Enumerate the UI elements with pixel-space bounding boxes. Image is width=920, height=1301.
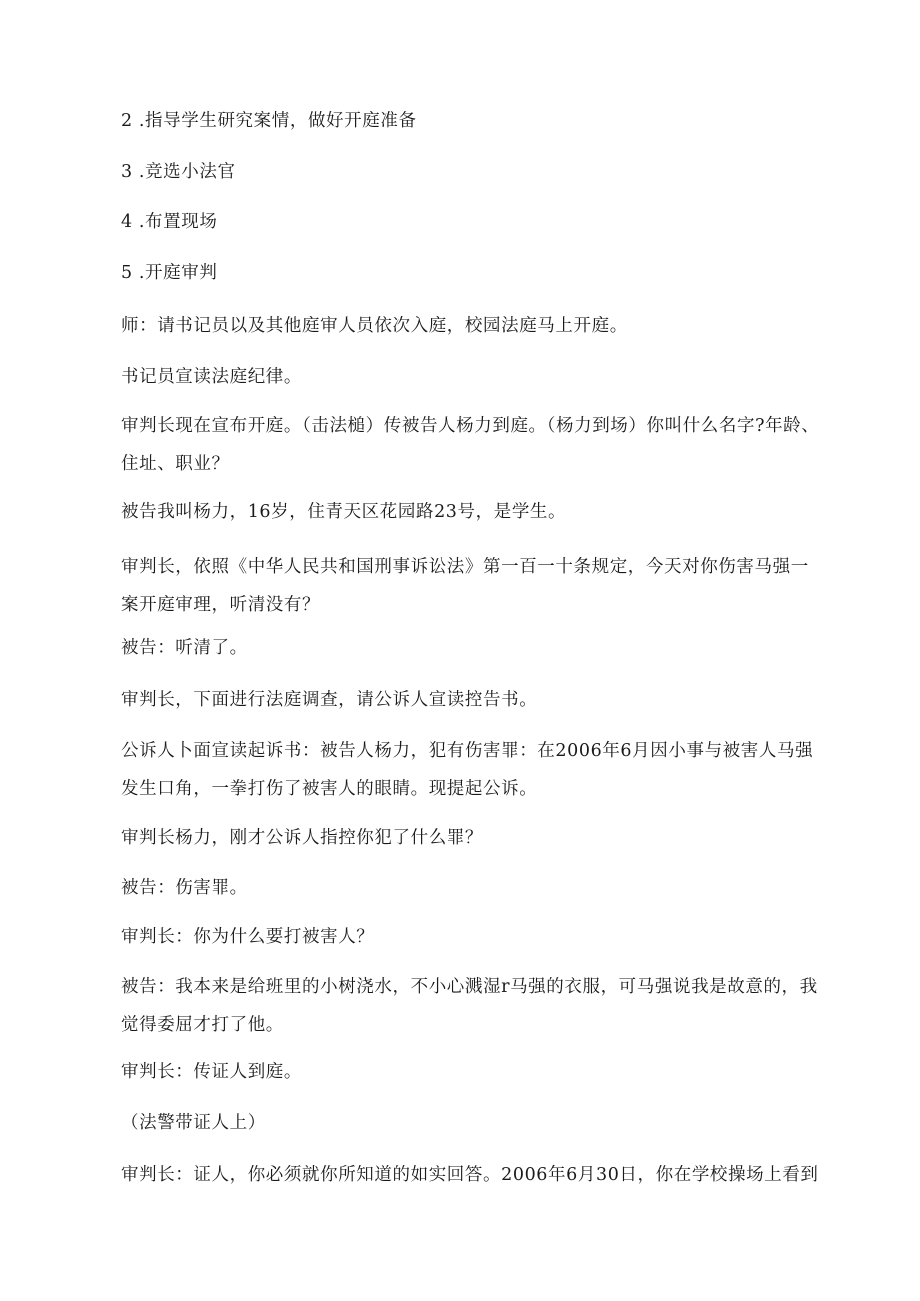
judge-line-law: 审判长，依照《中华人民共和国刑事诉讼法》第一百一十条规定，今天对你伤害马强一案开庭审理，听清没有？ <box>121 557 809 615</box>
judge-line-witness-question: 审判长：证人，你必须就你所知道的如实回答。2006年6月30日，你在学校操场上看到 <box>121 1165 819 1185</box>
defendant-line-crime: 被告：伤害罪。 <box>121 878 248 898</box>
list-item-5: 5 .开庭审判 <box>121 263 218 283</box>
teacher-line: 师：请书记员以及其他庭审人员依次入庭，校园法庭马上开庭。 <box>121 316 628 336</box>
judge-line-investigation: 审判长，下面进行法庭调查，请公诉人宣读控告书。 <box>121 690 538 710</box>
list-item-3: 3 .竞选小法官 <box>121 162 236 182</box>
judge-line-open-court: 审判长现在宣布开庭。（击法槌）传被告人杨力到庭。（杨力到场）你叫什么名字?年龄、住址、职业？ <box>121 416 820 474</box>
defendant-line-intro: 被告我叫杨力，16岁，住青天区花园路23号，是学生。 <box>121 502 567 522</box>
judge-line-charge: 审判长杨力，刚才公诉人指控你犯了什么罪？ <box>121 828 483 848</box>
judge-line-why: 审判长：你为什么要打被害人？ <box>121 927 375 947</box>
defendant-line-reason: 被告：我本来是给班里的小树浇水，不小心溅湿r马强的衣服，可马强说我是故意的，我觉得委屈才打了他。 <box>121 977 818 1035</box>
prosecutor-line-indictment: 公诉人卜面宣读起诉书：被告人杨力，犯有伤害罪：在2006年6月因小事与被害人马强发生口角，一拳打伤了被害人的眼睛。现提起公诉。 <box>121 741 814 799</box>
stage-direction: （法警带证人上） <box>121 1113 266 1133</box>
list-item-4: 4 .布置现场 <box>121 212 218 232</box>
defendant-line-heard: 被告：听清了。 <box>121 638 248 658</box>
clerk-line: 书记员宣读法庭纪律。 <box>121 367 302 387</box>
judge-line-witness: 审判长：传证人到庭。 <box>121 1062 302 1082</box>
list-item-2: 2 .指导学生研究案情，做好开庭准备 <box>121 111 417 131</box>
